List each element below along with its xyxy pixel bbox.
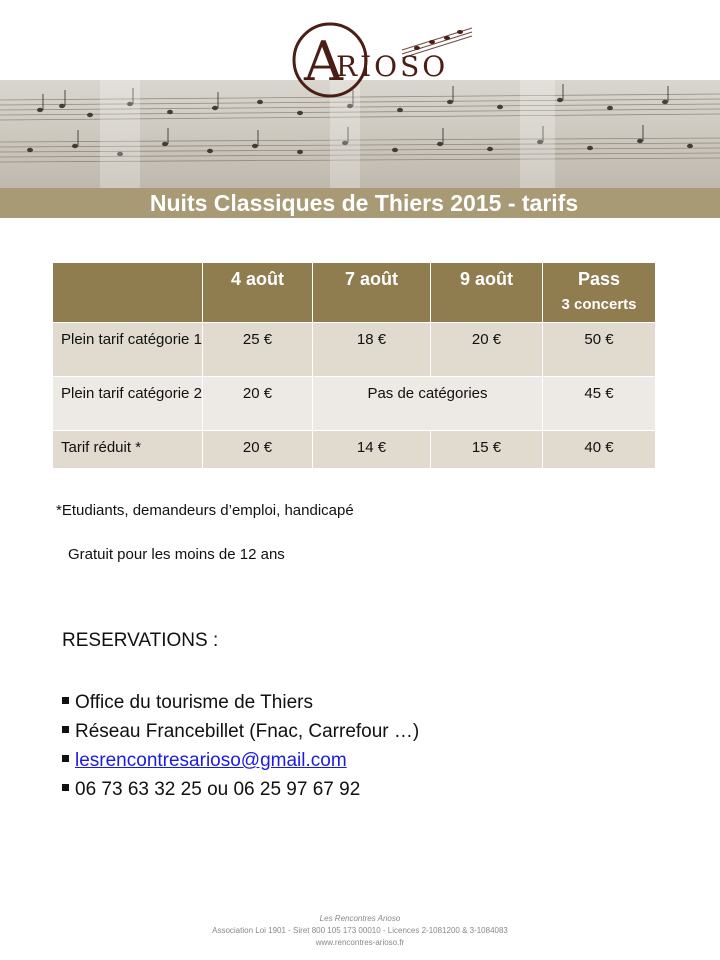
row-label: Tarif réduit * [53, 431, 203, 469]
bullet-icon [62, 784, 69, 791]
price-cell: 25 € [203, 323, 313, 377]
list-item [62, 746, 419, 775]
table-row [53, 377, 656, 431]
price-cell: 15 € [431, 431, 543, 469]
price-cell: 20 € [203, 431, 313, 469]
header-pass-sub: 3 concerts [561, 296, 637, 313]
bullet-icon [62, 697, 69, 704]
title-bar [0, 188, 720, 218]
reduced-rate-note: *Etudiants, demandeurs d’emploi, handicapé [56, 502, 354, 519]
bullet-icon [62, 755, 69, 762]
footer-org-name: Les Rencontres Arioso [319, 914, 401, 923]
price-cell: 18 € [313, 323, 431, 377]
list-item [62, 775, 419, 804]
page-title: Nuits Classiques de Thiers 2015 - tarifs [149, 190, 579, 216]
header-4-aout: 4 août [203, 263, 313, 323]
header-empty-cell [53, 263, 203, 323]
header-7-aout: 7 août [313, 263, 431, 323]
email-link[interactable]: lesrencontresarioso@gmail.com [75, 750, 347, 771]
free-entry-note: Gratuit pour les moins de 12 ans [68, 546, 285, 563]
logo-initial: A [304, 30, 343, 93]
price-table [52, 262, 656, 469]
price-cell: 20 € [203, 377, 313, 431]
row-label: Plein tarif catégorie 2 [53, 377, 203, 431]
bullet-icon [62, 726, 69, 733]
price-cell: 45 € [543, 377, 656, 431]
phone-numbers: 06 73 63 32 25 ou 06 25 97 67 92 [75, 779, 361, 800]
list-item [62, 717, 419, 746]
table-row [53, 323, 656, 377]
price-cell: 50 € [543, 323, 656, 377]
reservations-list [62, 688, 419, 804]
logo-text: RIOSO [336, 50, 449, 83]
price-cell: 14 € [313, 431, 431, 469]
price-cell: 20 € [431, 323, 543, 377]
header-pass-label: Pass [577, 269, 621, 289]
footer-website: www.rencontres-arioso.fr [315, 938, 405, 947]
reservations-heading: RESERVATIONS : [62, 630, 219, 651]
list-item [62, 688, 419, 717]
footer-legal: Association Loi 1901 - Siret 800 105 173 00010 - Licences 2-1081200 & 3-1084083 [212, 926, 508, 935]
merged-cell: Pas de catégories [313, 377, 543, 431]
header-pass [543, 263, 656, 323]
table-row [53, 431, 656, 469]
reservation-item: Office du tourisme de Thiers [75, 692, 313, 713]
price-cell: 40 € [543, 431, 656, 469]
reservation-item: Réseau Francebillet (Fnac, Carrefour …) [75, 721, 420, 742]
row-label: Plein tarif catégorie 1 [53, 323, 203, 377]
table-header-row [53, 263, 656, 323]
header-9-aout: 9 août [431, 263, 543, 323]
